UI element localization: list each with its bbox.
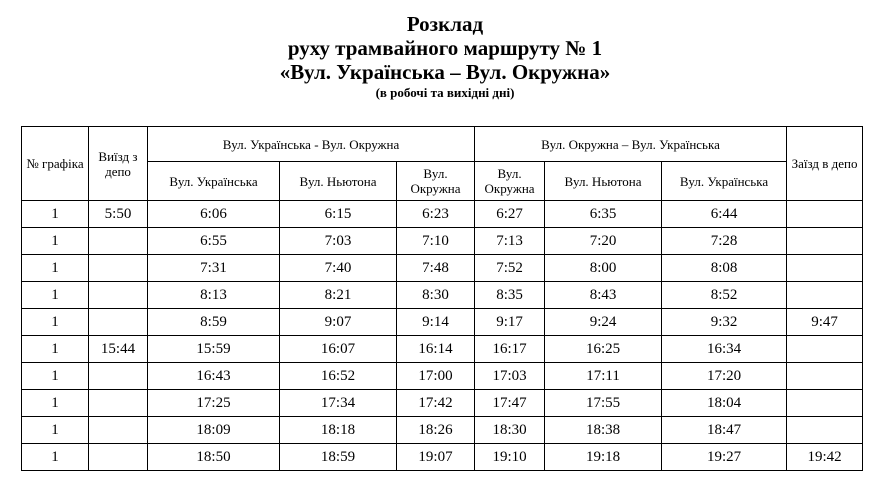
cell-graph-number: 1 [22,363,89,390]
cell-graph-number: 1 [22,201,89,228]
cell-time: 7:28 [662,228,787,255]
cell-time: 9:24 [545,309,662,336]
cell-time: 8:21 [280,282,397,309]
cell-time: 18:38 [545,417,662,444]
cell-depot-return: 9:47 [787,309,863,336]
cell-time: 6:27 [475,201,545,228]
cell-depot-exit [89,309,148,336]
cell-time: 6:06 [148,201,280,228]
cell-depot-exit [89,363,148,390]
cell-time: 8:43 [545,282,662,309]
header-row-stops [22,162,863,201]
cell-graph-number: 1 [22,228,89,255]
header-depot-return: Заїзд в депо [787,127,863,201]
table-row [22,282,863,309]
cell-time: 8:08 [662,255,787,282]
cell-depot-return [787,282,863,309]
cell-graph-number: 1 [22,444,89,471]
header-stop-ukrainska-1: Вул. Українська [148,162,280,201]
cell-time: 17:20 [662,363,787,390]
cell-depot-exit: 15:44 [89,336,148,363]
cell-time: 8:52 [662,282,787,309]
cell-depot-return [787,255,863,282]
header-depot-exit: Виїзд з депо [89,127,148,201]
cell-depot-exit [89,417,148,444]
cell-time: 16:14 [397,336,475,363]
cell-time: 18:47 [662,417,787,444]
cell-time: 17:03 [475,363,545,390]
cell-time: 16:17 [475,336,545,363]
cell-time: 7:52 [475,255,545,282]
cell-time: 17:47 [475,390,545,417]
cell-time: 18:04 [662,390,787,417]
cell-time: 8:00 [545,255,662,282]
cell-graph-number: 1 [22,336,89,363]
cell-graph-number: 1 [22,417,89,444]
cell-time: 18:30 [475,417,545,444]
cell-time: 9:14 [397,309,475,336]
cell-time: 7:48 [397,255,475,282]
cell-time: 15:59 [148,336,280,363]
cell-time: 16:34 [662,336,787,363]
cell-time: 17:42 [397,390,475,417]
cell-depot-exit: 5:50 [89,201,148,228]
cell-time: 16:52 [280,363,397,390]
header-direction-2: Вул. Окружна – Вул. Українська [475,127,787,162]
header-stop-niutona-1: Вул. Ньютона [280,162,397,201]
cell-time: 7:03 [280,228,397,255]
table-row [22,201,863,228]
table-row [22,363,863,390]
cell-time: 18:18 [280,417,397,444]
table-row [22,417,863,444]
cell-time: 18:59 [280,444,397,471]
cell-depot-exit [89,228,148,255]
title-line-2: руху трамвайного маршруту № 1 [287,36,603,60]
cell-time: 19:07 [397,444,475,471]
cell-time: 17:25 [148,390,280,417]
cell-graph-number: 1 [22,390,89,417]
table-row [22,255,863,282]
document-title [0,12,890,101]
cell-time: 18:26 [397,417,475,444]
header-stop-okruzhna-2: Вул. Окружна [475,162,545,201]
cell-time: 9:32 [662,309,787,336]
cell-time: 19:10 [475,444,545,471]
cell-time: 19:27 [662,444,787,471]
cell-depot-return [787,363,863,390]
cell-graph-number: 1 [22,282,89,309]
cell-depot-return [787,228,863,255]
cell-time: 6:23 [397,201,475,228]
cell-time: 16:43 [148,363,280,390]
cell-time: 7:40 [280,255,397,282]
cell-time: 19:18 [545,444,662,471]
cell-time: 6:55 [148,228,280,255]
header-stop-ukrainska-2: Вул. Українська [662,162,787,201]
cell-time: 18:50 [148,444,280,471]
header-stop-okruzhna-1: Вул. Окружна [397,162,475,201]
cell-time: 9:07 [280,309,397,336]
cell-depot-exit [89,390,148,417]
cell-time: 17:00 [397,363,475,390]
cell-time: 7:10 [397,228,475,255]
cell-depot-return [787,336,863,363]
header-row-main [22,127,863,162]
cell-time: 17:34 [280,390,397,417]
cell-time: 7:20 [545,228,662,255]
cell-time: 6:35 [545,201,662,228]
cell-time: 16:25 [545,336,662,363]
title-line-1: Розклад [406,12,484,36]
header-stop-niutona-2: Вул. Ньютона [545,162,662,201]
title-subtitle: (в робочі та вихідні дні) [375,85,515,100]
cell-time: 17:11 [545,363,662,390]
schedule-table [21,126,863,471]
cell-time: 9:17 [475,309,545,336]
cell-time: 16:07 [280,336,397,363]
cell-time: 6:15 [280,201,397,228]
header-direction-1: Вул. Українська - Вул. Окружна [148,127,475,162]
cell-time: 8:59 [148,309,280,336]
cell-graph-number: 1 [22,255,89,282]
cell-time: 6:44 [662,201,787,228]
cell-time: 8:35 [475,282,545,309]
cell-depot-exit [89,282,148,309]
cell-graph-number: 1 [22,309,89,336]
title-line-3: «Вул. Українська – Вул. Окружна» [279,60,611,84]
cell-time: 8:30 [397,282,475,309]
table-row [22,390,863,417]
table-row [22,228,863,255]
cell-time: 8:13 [148,282,280,309]
cell-depot-exit [89,255,148,282]
cell-depot-exit [89,444,148,471]
cell-time: 7:31 [148,255,280,282]
header-graph-number: № графіка [22,127,89,201]
cell-depot-return: 19:42 [787,444,863,471]
cell-depot-return [787,201,863,228]
cell-time: 17:55 [545,390,662,417]
cell-depot-return [787,417,863,444]
table-row [22,336,863,363]
table-row [22,444,863,471]
table-row [22,309,863,336]
cell-time: 18:09 [148,417,280,444]
cell-depot-return [787,390,863,417]
cell-time: 7:13 [475,228,545,255]
